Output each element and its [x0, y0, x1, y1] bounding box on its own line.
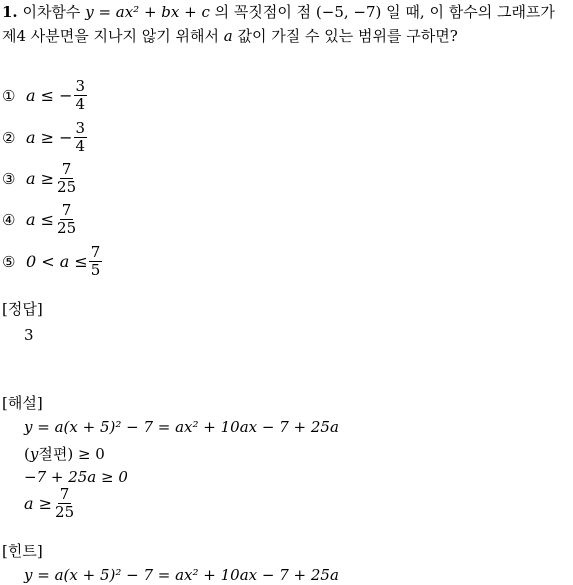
question-text: 일 때, 이 함수의 그래프가: [386, 3, 555, 21]
question-line-1: [2, 2, 555, 22]
denominator: 25: [57, 178, 77, 196]
solution-label: [해설]: [2, 394, 43, 412]
solution-line-3: −7 + 25a ≥ 0: [24, 468, 128, 486]
option-3[interactable]: [2, 161, 79, 196]
question-line-2: [2, 26, 458, 46]
intercept-label: 절편: [38, 445, 68, 463]
option-expression: a ≤: [26, 210, 55, 229]
option-5[interactable]: [2, 244, 103, 279]
hint-label: [힌트]: [2, 542, 43, 560]
denominator: 4: [75, 137, 86, 155]
variable-y: y: [29, 445, 39, 463]
option-number: ②: [2, 128, 16, 147]
numerator: 7: [59, 485, 70, 503]
denominator: 25: [57, 219, 77, 237]
option-1[interactable]: [2, 78, 88, 113]
option-number: ④: [2, 210, 16, 229]
paren-open: (: [24, 445, 30, 463]
numerator: 7: [61, 201, 72, 219]
question-text: 의 꼭짓점이 점: [214, 3, 312, 21]
option-number: ③: [2, 169, 16, 188]
fraction: [89, 244, 103, 279]
function-expression: y = ax² + bx + c: [85, 3, 210, 21]
question-text: 이차함수: [22, 3, 81, 21]
option-2[interactable]: [2, 120, 88, 155]
question-text: 제4 사분면을 지나지 않기 위해서: [2, 27, 219, 45]
inequality: ) ≥ 0: [67, 445, 105, 463]
fraction: [74, 78, 88, 113]
option-expression: 0 < a ≤: [26, 252, 88, 271]
solution-line-1: y = a(x + 5)² − 7 = ax² + 10ax − 7 + 25a: [24, 418, 339, 436]
question-text: 값이 가질 수 있는 범위를 구하면?: [237, 27, 458, 45]
option-number: ⑤: [2, 252, 16, 271]
variable-a: a: [223, 27, 233, 45]
option-number: ①: [2, 86, 16, 105]
numerator: 7: [61, 160, 72, 178]
fraction: [55, 161, 78, 196]
numerator: 3: [75, 77, 86, 95]
solution-line-4: [24, 486, 77, 521]
fraction: [55, 202, 78, 237]
option-4[interactable]: [2, 202, 79, 237]
solution-expression: a ≥: [24, 494, 53, 513]
fraction: [74, 120, 88, 155]
answer-label: [정답]: [2, 300, 43, 318]
solution-line-2: [24, 443, 105, 464]
option-expression: a ≤ −: [26, 86, 73, 105]
vertex-coordinates: (−5, −7): [315, 3, 382, 21]
answer-value: 3: [24, 326, 34, 344]
denominator: 4: [75, 95, 86, 113]
denominator: 25: [55, 503, 75, 521]
numerator: 7: [90, 243, 101, 261]
numerator: 3: [75, 119, 86, 137]
denominator: 5: [90, 261, 101, 279]
hint-line-1: y = a(x + 5)² − 7 = ax² + 10ax − 7 + 25a: [24, 566, 339, 584]
fraction: [53, 486, 76, 521]
question-number: 1.: [2, 3, 18, 21]
option-expression: a ≥ −: [26, 128, 73, 147]
option-expression: a ≥: [26, 169, 55, 188]
